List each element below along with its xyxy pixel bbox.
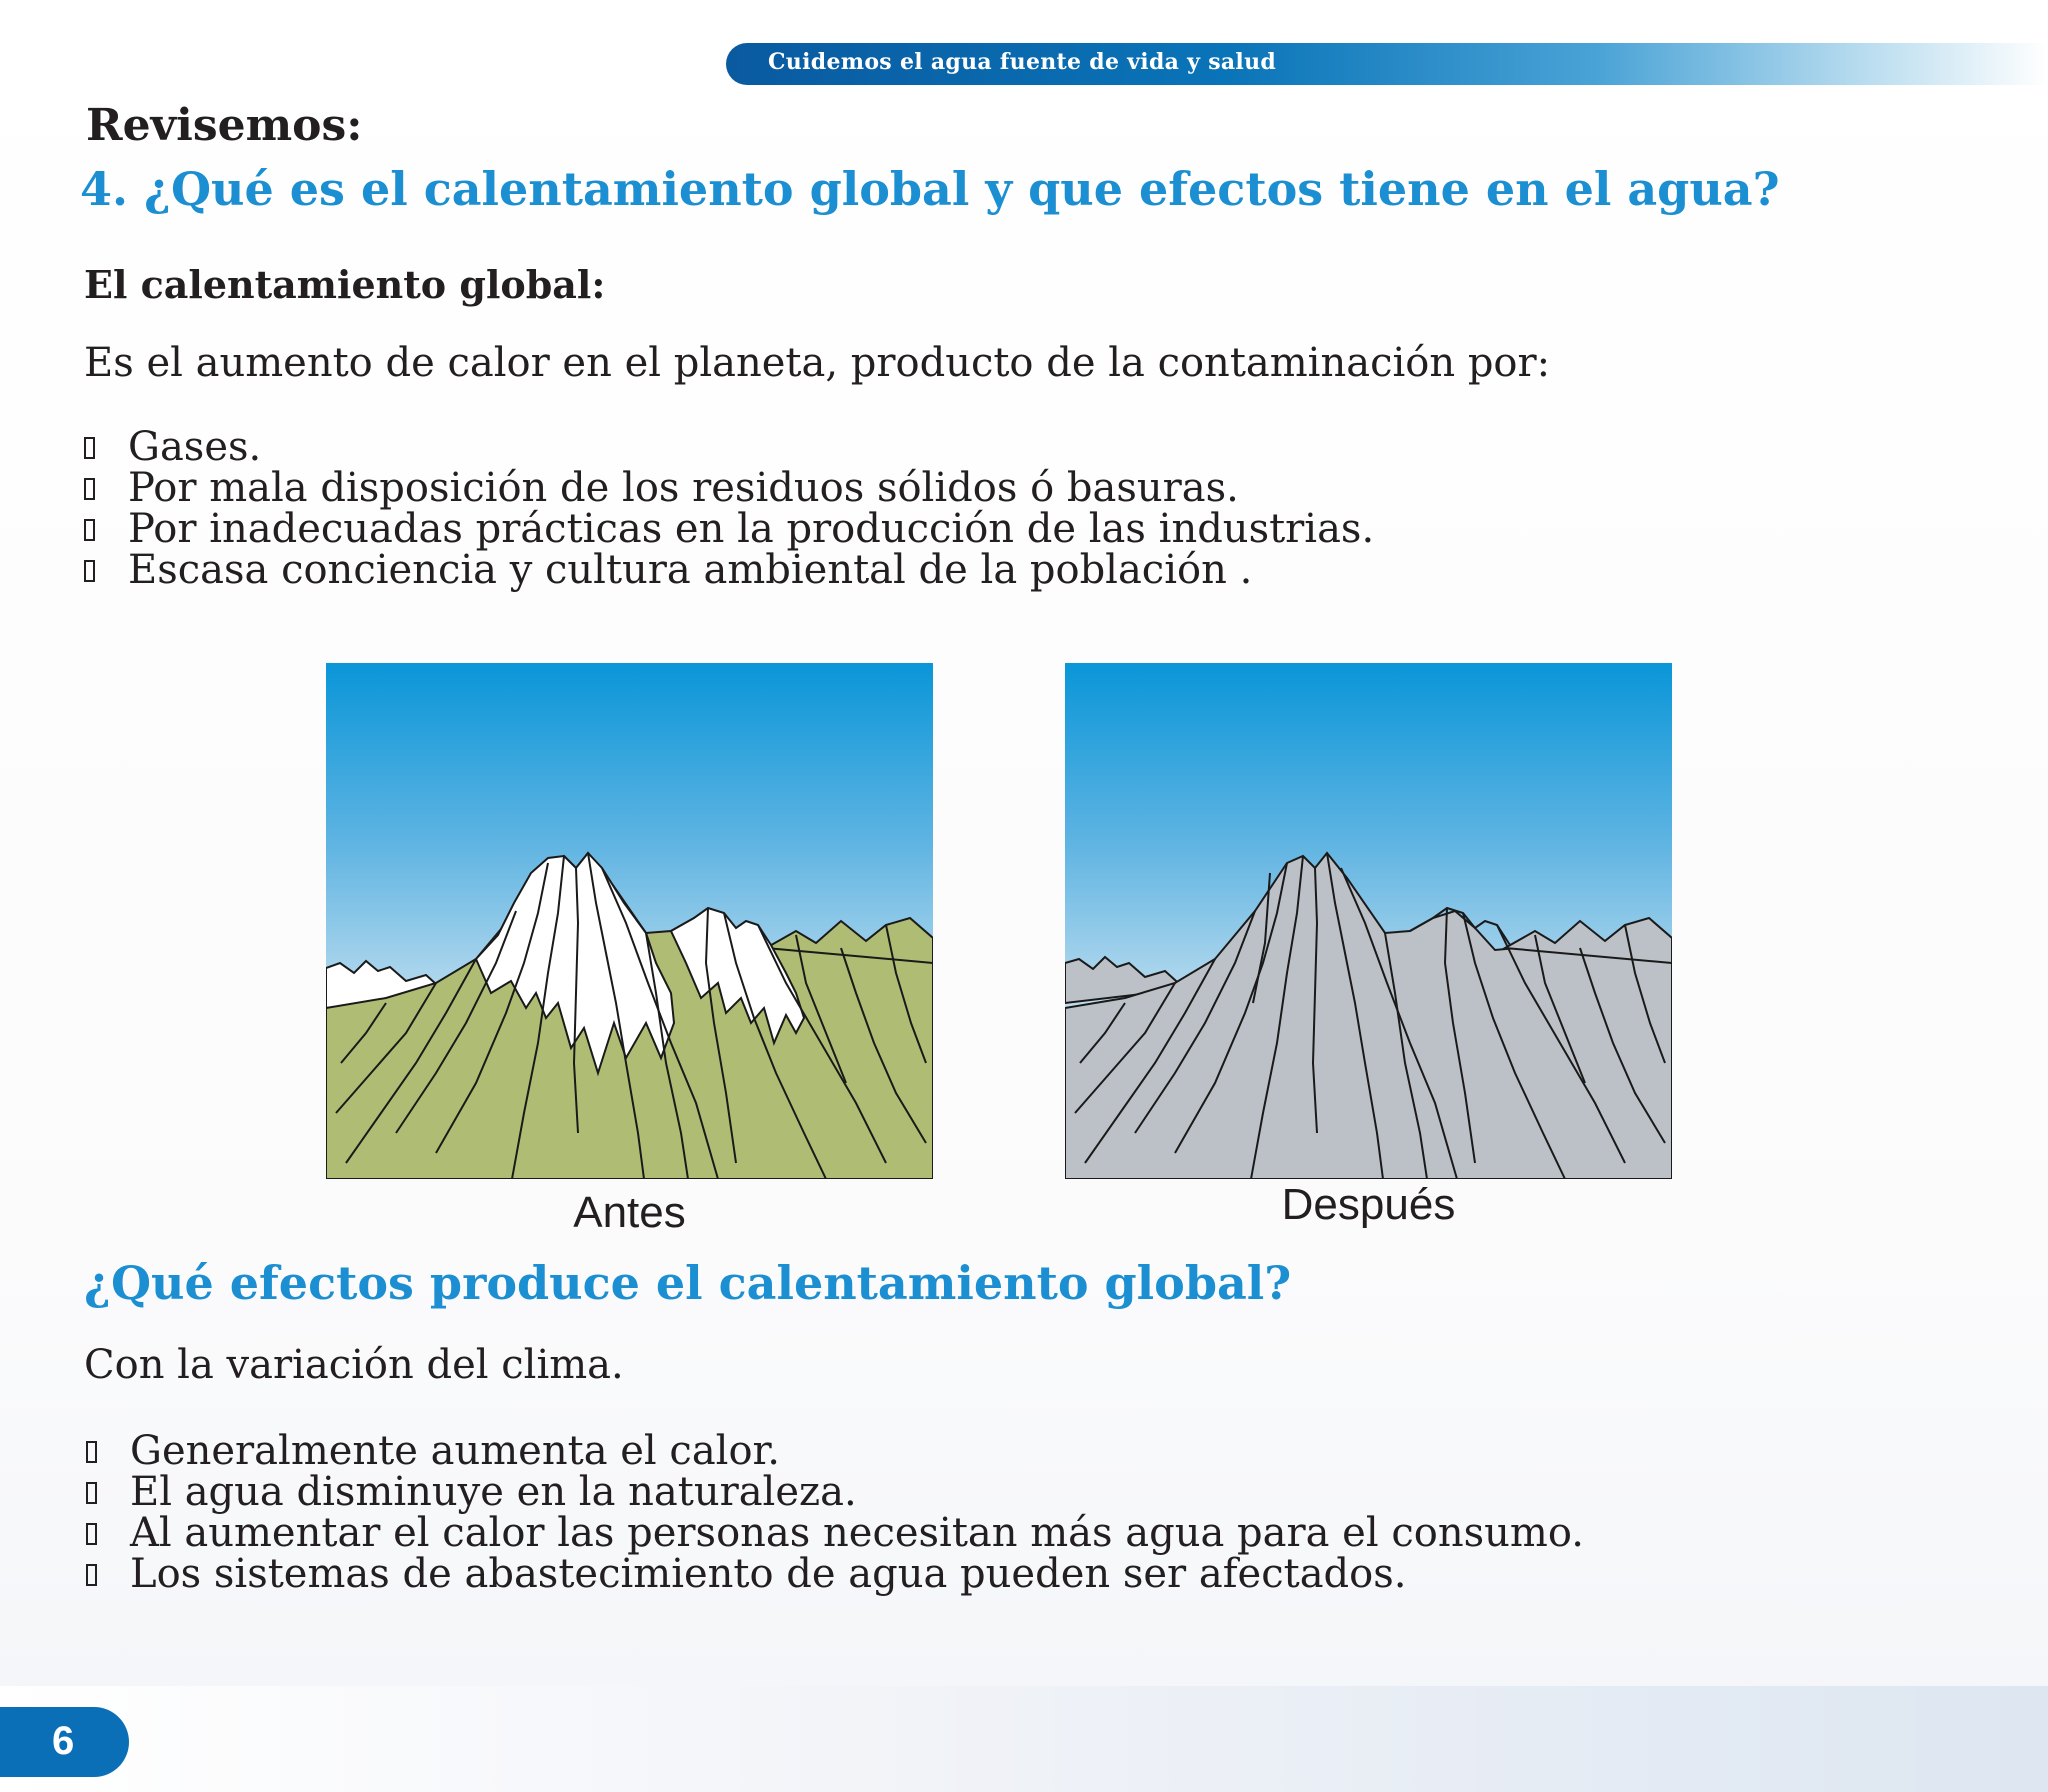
section-label: Revisemos: xyxy=(86,100,363,151)
effects-heading: ¿Qué efectos produce el calentamiento global? xyxy=(84,1256,1292,1310)
list-item xyxy=(84,547,1374,593)
cause-text: Por inadecuadas prácticas en la producción de las industrias. xyxy=(128,506,1375,552)
bullet-square-icon xyxy=(86,1482,97,1504)
effects-list xyxy=(86,1428,1584,1597)
causes-list xyxy=(84,424,1375,593)
effect-text: El agua disminuye en la naturaleza. xyxy=(130,1469,857,1515)
after-caption: Después xyxy=(1281,1180,1456,1229)
cause-text: Por mala disposición de los residuos sólidos ó basuras. xyxy=(128,465,1239,511)
after-mountain-illustration xyxy=(1065,663,1672,1179)
bullet-square-icon xyxy=(86,1441,97,1463)
list-item xyxy=(86,1428,1584,1474)
effect-text: Generalmente aumenta el calor. xyxy=(130,1428,780,1474)
bullet-square-icon xyxy=(84,560,95,582)
definition-intro: Es el aumento de calor en el planeta, producto de la contaminación por: xyxy=(84,340,1551,386)
list-item xyxy=(86,1551,1584,1597)
footer-band xyxy=(0,1686,2048,1792)
bullet-square-icon xyxy=(86,1523,97,1545)
bullet-square-icon xyxy=(86,1564,97,1586)
before-caption: Antes xyxy=(573,1188,686,1237)
effects-intro: Con la variación del clima. xyxy=(84,1342,624,1388)
effect-text: Al aumentar el calor las personas necesitan más agua para el consumo. xyxy=(130,1510,1584,1556)
definition-heading: El calentamiento global: xyxy=(84,262,606,307)
page-number: 6 xyxy=(52,1719,75,1763)
cause-text: Gases. xyxy=(128,424,262,470)
bullet-square-icon xyxy=(84,437,95,459)
bullet-square-icon xyxy=(84,519,95,541)
list-item xyxy=(86,1510,1584,1556)
list-item xyxy=(86,1469,1584,1515)
page-number-tab xyxy=(0,1707,129,1777)
effect-text: Los sistemas de abastecimiento de agua pueden ser afectados. xyxy=(130,1551,1407,1597)
cause-text: Escasa conciencia y cultura ambiental de la población . xyxy=(128,547,1253,593)
question-title: 4. ¿Qué es el calentamiento global y que efectos tiene en el agua? xyxy=(80,162,1780,216)
list-item xyxy=(84,506,1375,552)
running-header-bar xyxy=(726,43,2048,85)
list-item xyxy=(84,465,1374,511)
before-mountain-illustration xyxy=(326,663,933,1179)
running-header-title: Cuidemos el agua fuente de vida y salud xyxy=(768,49,1277,75)
list-item xyxy=(84,424,1374,470)
bullet-square-icon xyxy=(84,478,95,500)
